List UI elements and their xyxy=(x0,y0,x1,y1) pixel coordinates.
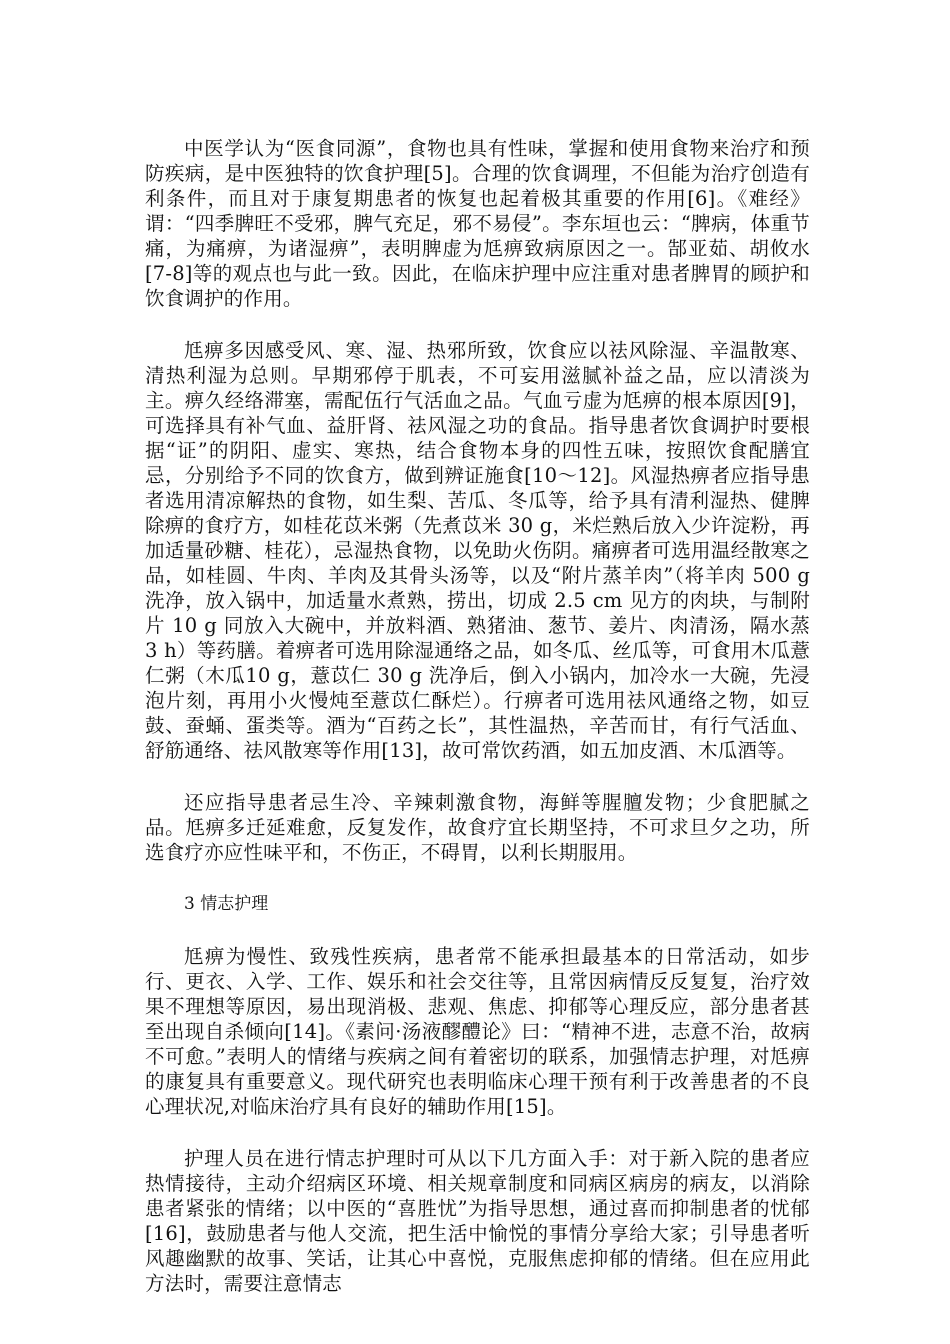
paragraph-diet-theory: 中医学认为“医食同源”，食物也具有性味，掌握和使用食物来治疗和预防疾病，是中医独特的饮食护理[5]。合理的饮食调理，不但能为治疗创造有利条件，而且对于康复期患者的恢复也起着极其重要的作用[6]。《难经》谓：“四季脾旺不受邪，脾气充足，邪不易侵”。李东垣也云：“脾病，体重节痛，为痛痹，为诸湿痹”，表明脾虚为尪痹致病原因之一。郜亚茹、胡攸水[7-8]等的观点也与此一致。因此，在临床护理中应注重对患者脾胃的顾护和饮食调护的作用。 xyxy=(145,137,810,310)
paragraph-diet-therapy: 尪痹多因感受风、寒、湿、热邪所致，饮食应以祛风除湿、辛温散寒、清热利湿为总则。早期邪停于肌表，不可妄用滋腻补益之品，应以清淡为主。痹久经络滞塞，需配伍行气活血之品。气血亏虚为尪痹的根本原因[9]，可选择具有补气血、益肝肾、祛风湿之功的食品。指导患者饮食调护时要根据“证”的阴阳、虚实、寒热，结合食物本身的四性五味，按照饮食配膳宜忌，分别给予不同的饮食方，做到辨证施食[10～12]。风湿热痹者应指导患者选用清凉解热的食物，如生梨、苦瓜、冬瓜等，给予具有清利湿热、健脾除痹的食疗方，如桂花苡米粥（先煮苡米 30 g，米烂熟后放入少许淀粉，再加适量砂糖、桂花），忌湿热食物，以免助火伤阴。痛痹者可选用温经散寒之品，如桂圆、牛肉、羊肉及其骨头汤等，以及“附片蒸羊肉”（将羊肉 500 g 洗净，放入锅中，加适量水煮熟，捞出，切成 2.5 cm 见方的肉块，与制附片 10 g 同放入大碗中，并放料酒、熟猪油、葱节、姜片、肉清汤，隔水蒸 3 h）等药膳。着痹者可选用除湿通络之品，如冬瓜、丝瓜等，可食用木瓜薏仁粥（木瓜10 g，薏苡仁 30 g 洗净后，倒入小锅内，加冷水一大碗，先浸泡片刻，再用小火慢炖至薏苡仁酥烂）。行痹者可选用祛风通络之物，如豆鼓、蚕蛹、蛋类等。酒为“百药之长”，其性温热，辛苦而甘，有行气活血、舒筋通络、祛风散寒等作用[13]，故可常饮药酒，如五加皮酒、木瓜酒等。 xyxy=(145,339,810,762)
paragraph-emotional-background: 尪痹为慢性、致残性疾病，患者常不能承担最基本的日常活动，如步行、更衣、入学、工作、娱乐和社会交往等，且常因病情反反复复，治疗效果不理想等原因，易出现消极、悲观、焦虑、抑郁等心理反应，部分患者甚至出现自杀倾向[14]。《素问·汤液醪醴论》曰：“精神不进，志意不治，故病不可愈。”表明人的情绪与疾病之间有着密切的联系，加强情志护理，对尪痹的康复具有重要意义。现代研究也表明临床心理干预有利于改善患者的不良心理状况,对临床治疗具有良好的辅助作用[15]。 xyxy=(145,945,810,1118)
document-page xyxy=(145,136,810,1296)
paragraph-emotional-methods: 护理人员在进行情志护理时可从以下几方面入手：对于新入院的患者应热情接待，主动介绍病区环境、相关规章制度和同病区病房的病友，以消除患者紧张的情绪；以中医的“喜胜忧”为指导思想，通过喜而抑制患者的忧郁[16]，鼓励患者与他人交流，把生活中愉悦的事情分享给大家；引导患者听风趣幽默的故事、笑话，让其心中喜悦，克服焦虑抑郁的情绪。但在应用此方法时，需要注意情志 xyxy=(145,1147,810,1295)
section-heading: 3 情志护理 xyxy=(184,894,269,914)
paragraph-diet-precautions: 还应指导患者忌生冷、辛辣刺激食物，海鲜等腥膻发物；少食肥腻之品。尪痹多迁延难愈，反复发作，故食疗宜长期坚持，不可求旦夕之功，所选食疗亦应性味平和，不伤正，不碍胃，以利长期服用。 xyxy=(145,791,810,864)
